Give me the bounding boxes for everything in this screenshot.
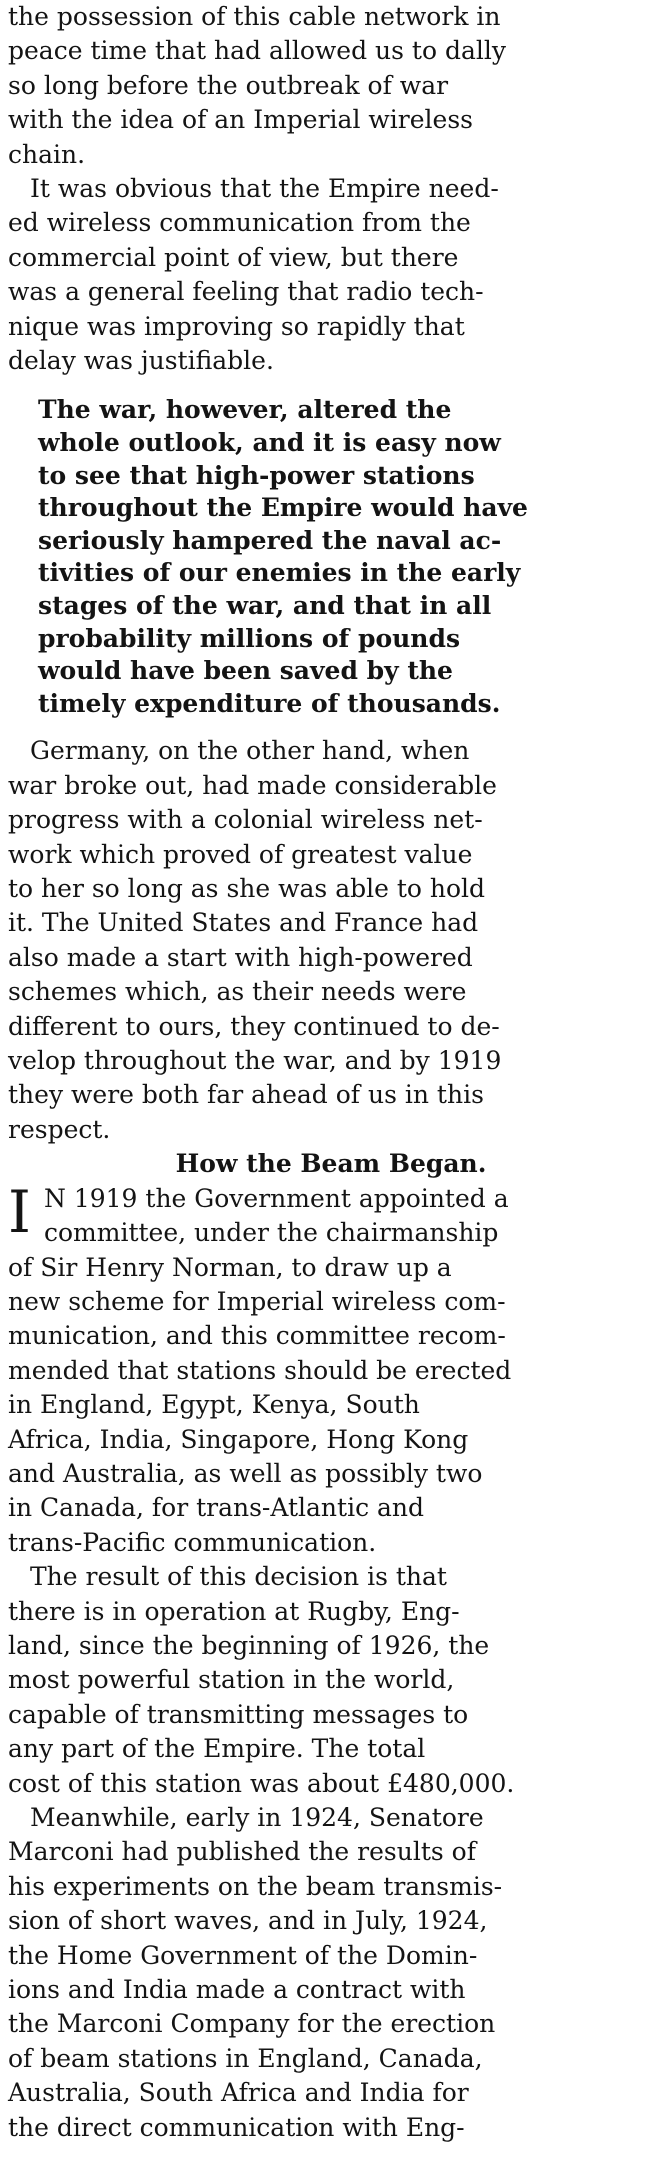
text-line: work which proved of greatest value (8, 839, 473, 869)
text-line: it. The United States and France had (8, 908, 479, 938)
text-line: most powerful station in the world, (8, 1665, 455, 1695)
text-line: the Marconi Company for the erection (8, 2009, 496, 2039)
text-line: with the idea of an Imperial wireless (8, 105, 473, 135)
text-line: delay was justifiable. (8, 346, 274, 376)
text-line: ions and India made a contract with (8, 1975, 466, 2005)
text-line: capable of transmitting messages to (8, 1699, 469, 1729)
paragraph-germany (8, 734, 644, 1147)
text-line: the possession of this cable network in (8, 2, 501, 31)
text-line: timely expenditure of thousands. (38, 688, 501, 718)
paragraph-marconi-beam (8, 1801, 644, 2145)
text-line: munication, and this committee recom- (8, 1321, 506, 1351)
text-line: Africa, India, Singapore, Hong Kong (8, 1424, 469, 1454)
text-line: stages of the war, and that in all (38, 591, 492, 621)
text-line: sion of short waves, and in July, 1924, (8, 1906, 488, 1936)
text-line: schemes which, as their needs were (8, 977, 467, 1007)
text-line: also made a start with high-powered (8, 942, 473, 972)
text-line: respect. (8, 1114, 111, 1144)
text-line: Germany, on the other hand, when (30, 736, 470, 766)
text-line: his experiments on the beam transmis- (8, 1871, 503, 1901)
text-line: and Australia, as well as possibly two (8, 1458, 483, 1488)
text-line: Australia, South Africa and India for (8, 2078, 469, 2108)
text-line: land, since the beginning of 1926, the (8, 1630, 490, 1660)
text-line: N 1919 the Government appointed a (44, 1183, 509, 1213)
paragraph-1919-committee (8, 1177, 644, 1560)
text-line: of beam stations in England, Canada, (8, 2043, 483, 2073)
text-line: would have been saved by the (38, 656, 453, 686)
text-line: seriously hampered the naval ac- (38, 525, 502, 555)
text-line: cost of this station was about £480,000. (8, 1768, 515, 1798)
article-page (8, 0, 644, 2145)
text-line: the Home Government of the Domin- (8, 1940, 478, 1970)
section-heading: How the Beam Began. (175, 1149, 487, 1179)
text-line: It was obvious that the Empire need- (30, 174, 499, 204)
paragraph-rugby-station (8, 1560, 644, 1801)
text-line: they were both far ahead of us in this (8, 1080, 484, 1110)
text-line: there is in operation at Rugby, Eng- (8, 1596, 460, 1626)
text-line: in England, Egypt, Kenya, South (8, 1390, 420, 1420)
text-line: tivities of our enemies in the early (38, 558, 521, 588)
text-line: peace time that had allowed us to dally (8, 36, 506, 66)
text-line: any part of the Empire. The total (8, 1734, 426, 1764)
text-line: mended that stations should be erected (8, 1355, 512, 1385)
text-line: commercial point of view, but there (8, 242, 459, 272)
text-line: progress with a colonial wireless net- (8, 805, 483, 835)
pull-quote-war (8, 394, 644, 720)
paragraph-empire-needed (8, 172, 644, 378)
text-line: chain. (8, 139, 86, 169)
text-line: of Sir Henry Norman, to draw up a (8, 1252, 452, 1282)
text-line: to her so long as she was able to hold (8, 874, 486, 904)
text-line: The war, however, altered the (38, 395, 452, 425)
text-line: so long before the outbreak of war (8, 70, 449, 100)
drop-cap: I (8, 1177, 31, 1246)
text-line: Meanwhile, early in 1924, Senatore (30, 1803, 484, 1832)
text-line: to see that high-power stations (38, 460, 475, 490)
text-line: the direct communication with Eng- (8, 2112, 465, 2142)
text-line: nique was improving so rapidly that (8, 311, 465, 341)
text-line: ed wireless communication from the (8, 208, 471, 238)
text-line: trans-Pacific communication. (8, 1527, 377, 1557)
text-line: whole outlook, and it is easy now (38, 428, 501, 458)
text-line: probability millions of pounds (38, 623, 461, 653)
text-line: committee, under the chairmanship (44, 1218, 499, 1248)
text-line: war broke out, had made considerable (8, 770, 497, 800)
text-line: Marconi had published the results of (8, 1837, 476, 1867)
text-line: in Canada, for trans-Atlantic and (8, 1493, 425, 1523)
text-line: throughout the Empire would have (38, 493, 528, 523)
text-line: velop throughout the war, and by 1919 (8, 1046, 502, 1076)
text-line: The result of this decision is that (30, 1562, 447, 1592)
text-line: different to ours, they continued to de- (8, 1011, 500, 1041)
text-line: was a general feeling that radio tech- (8, 277, 484, 307)
paragraph-cable-network (8, 0, 644, 172)
text-line: new scheme for Imperial wireless com- (8, 1286, 506, 1316)
